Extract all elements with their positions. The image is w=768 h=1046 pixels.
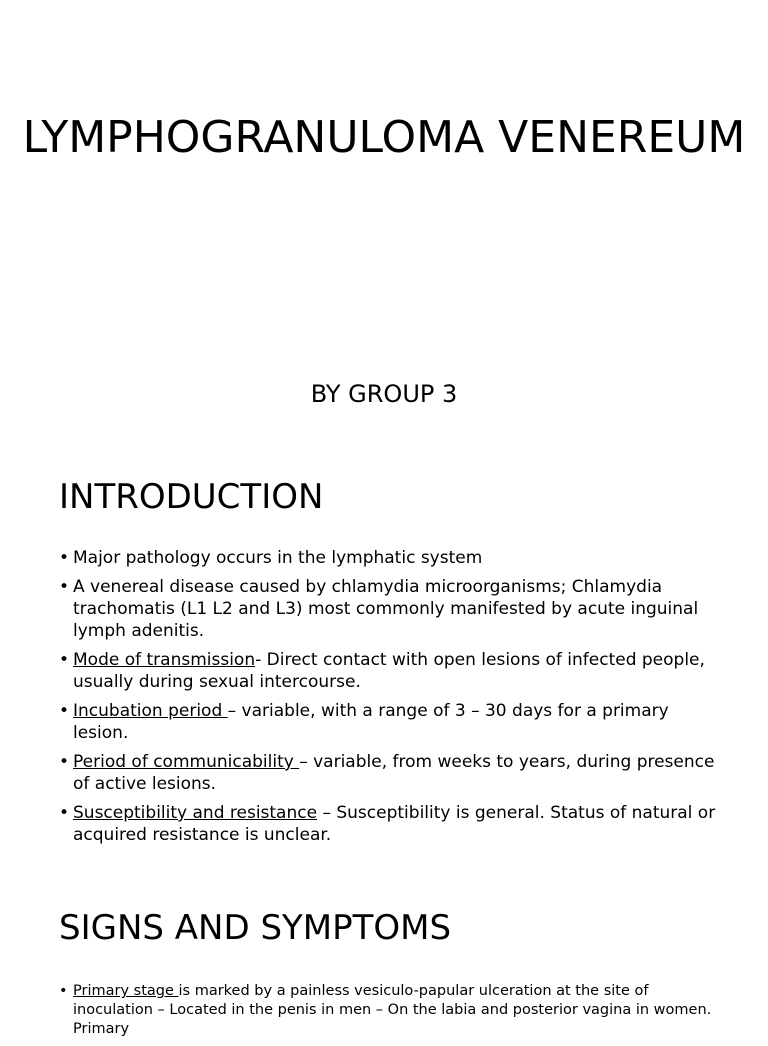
bullet-text: – Susceptibility is general. Status of natural or acquired resistance is unclear. bbox=[73, 803, 716, 845]
introduction-bullet-list bbox=[59, 547, 719, 853]
presentation-subtitle: BY GROUP 3 bbox=[310, 380, 458, 408]
signs-and-symptoms-heading: SIGNS AND SYMPTOMS bbox=[59, 908, 452, 948]
bullet-term: Susceptibility and resistance bbox=[73, 803, 318, 823]
introduction-slide bbox=[0, 450, 768, 880]
bullet-text: – variable, from weeks to years, during presence of active lesions. bbox=[73, 752, 715, 794]
introduction-heading: INTRODUCTION bbox=[59, 477, 324, 517]
signs-and-symptoms-slide bbox=[0, 880, 768, 1037]
bullet-term: Mode of transmission bbox=[73, 650, 256, 670]
bullet-term: Primary stage bbox=[73, 983, 179, 999]
presentation-title: LYMPHOGRANULOMA VENEREUM bbox=[22, 112, 746, 163]
bullet-text: is marked by a painless vesiculo-papular ulceration at the site of inoculation – Located in the penis in men – On the labia and posterior vagina in women. Primary bbox=[73, 983, 712, 1037]
bullet-item bbox=[59, 576, 719, 642]
bullet-item bbox=[59, 751, 719, 795]
bullet-item bbox=[59, 802, 719, 846]
bullet-term: Period of communicability bbox=[73, 752, 300, 772]
bullet-text: Major pathology occurs in the lymphatic system bbox=[73, 548, 483, 568]
bullet-text: A venereal disease caused by chlamydia microorganisms; Chlamydia trachomatis (L1 L2 and L3) most commonly manifested by acute inguinal lymph adenitis. bbox=[73, 577, 699, 641]
bullet-term: Incubation period bbox=[73, 701, 228, 721]
bullet-item bbox=[59, 982, 719, 1039]
bullet-text: - Direct contact with open lesions of infected people, usually during sexual intercourse. bbox=[73, 650, 705, 692]
bullet-text: – variable, with a range of 3 – 30 days for a primary lesion. bbox=[73, 701, 669, 743]
bullet-item bbox=[59, 547, 719, 569]
title-slide bbox=[0, 0, 768, 450]
signs-bullet-list bbox=[59, 982, 719, 1046]
bullet-item bbox=[59, 700, 719, 744]
bullet-item bbox=[59, 649, 719, 693]
